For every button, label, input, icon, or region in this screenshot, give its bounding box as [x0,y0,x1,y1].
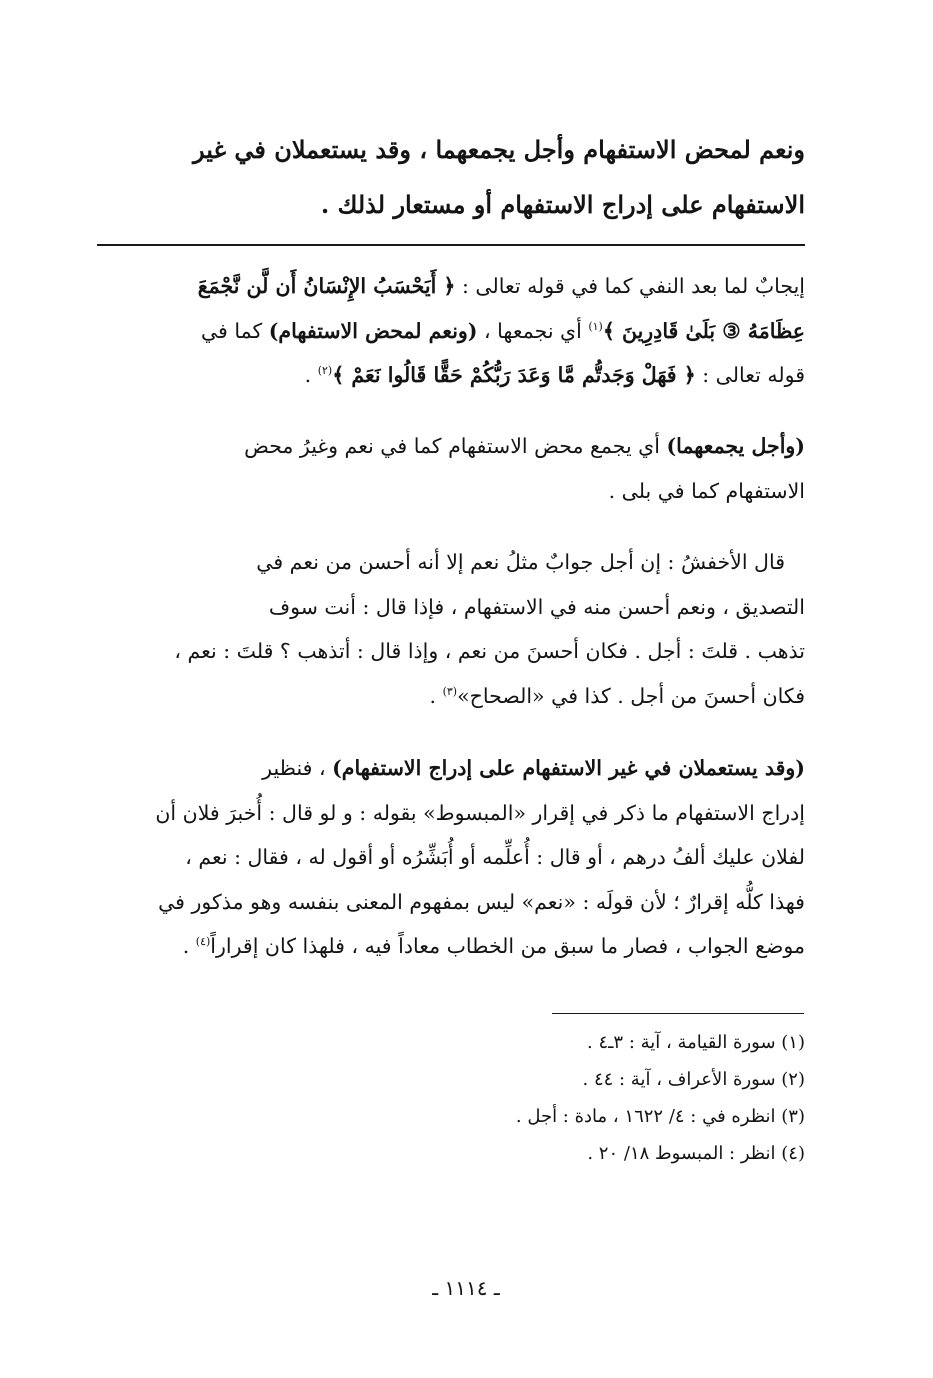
footnote: (٢) سورة الأعراف ، آية : ٤٤ . [582,1069,805,1090]
paragraph-line: تذهب . قلتَ : أجل . فكان أحسنَ من نعم ، وإذا قال : أتذهب ؟ قلتَ : نعم ، [174,639,805,663]
page-number: ـ ١١١٤ ـ [432,1276,500,1300]
text-span: كما في [200,318,269,343]
text-span: ، فنظير [262,756,333,780]
text-span: إيجابٌ لما بعد النفي كما في قوله تعالى : [455,274,805,298]
quran-verse: عِظَامَهُ ③ بَلَىٰ قَادِرِينَ ﴾ [602,318,805,343]
text-span: أي نجمعها ، [477,318,589,343]
footnote: (٤) انظر : المبسوط ١٨/ ٢٠ . [587,1143,805,1164]
text-span: قوله تعالى : [695,363,805,387]
paragraph-line [100,353,805,398]
paragraph-line [100,424,805,469]
text-span: فكان أحسنَ من أجل . كذا في «الصحاح» [457,683,805,708]
text-span: موضع الجواب ، فصار ما سبق من الخطاب معاداً فيه ، فلهذا كان إقراراً [210,934,805,958]
paragraph-line: إدراج الاستفهام ما ذكر في إقرار «المبسوط» بقوله : و لو قال : أُخبرَ فلان أن [155,800,805,825]
text-span: . [182,934,196,958]
paragraph-line [100,924,805,969]
footnote: (١) سورة القيامة ، آية : ٣ـ٤ . [587,1032,805,1053]
paragraph-line [100,309,805,354]
paragraph-line [100,746,805,791]
commentary-paragraph [100,540,805,718]
quran-verse: ﴿ فَهَلْ وَجَدتُّم مَّا وَعَدَ رَبُّكُمْ حَقًّا قَالُوا نَعَمْ ﴾ [332,363,696,387]
footnote-marker: (٣) [442,684,458,698]
footnotes [300,1024,805,1172]
footnote-marker: (٤) [195,935,211,949]
matn-quote: (وقد يستعملان في غير الاستفهام على إدراج الاستفهام) [332,756,805,780]
matn-quote: (وأجل يجمعهما) [666,434,805,458]
text-span: أي يجمع محض الاستفهام كما في نعم وغيرُ محض [244,434,667,458]
separator-rule [97,244,805,246]
commentary-paragraph [100,424,805,513]
paragraph-line: قال الأخفشُ : إن أجل جوابٌ مثلُ نعم إلا أنه أحسن من نعم في [256,550,785,574]
matn-line: الاستفهام على إدراج الاستفهام أو مستعار لذلك . [320,190,805,219]
matn-quote: (ونعم لمحض الاستفهام) [268,318,478,343]
text-span: . [429,683,443,708]
footnote: (٣) انظره في : ٤/ ١٦٢٢ ، مادة : أجل . [515,1106,805,1127]
commentary-paragraph [100,264,805,398]
paragraph-line: الاستفهام كما في بلى . [608,478,805,503]
paragraph-line [100,674,805,719]
matn-line: ونعم لمحض الاستفهام وأجل يجمعهما ، وقد يستعملان في غير [193,135,805,164]
paragraph-line [100,264,805,309]
text-span: . [304,363,318,387]
paragraph-line: فهذا كلُّه إقرارٌ ؛ لأن قولَه : «نعم» ليس بمفهوم المعنى بنفسه وهو مذكور في [158,889,805,914]
paragraph-line: لفلان عليك ألفُ درهم ، أو قال : أُعلِّمه أو أُبَشِّرُه أو أقول له ، فقال : نعم ، [185,845,805,869]
matn-text [100,122,805,232]
footnote-marker: (٢) [317,364,333,378]
paragraph-line: التصديق ، ونعم أحسن منه في الاستفهام ، فإذا قال : أنت سوف [268,594,805,619]
commentary-paragraph [100,746,805,969]
footnote-marker: (١) [588,319,603,333]
quran-verse: ﴿ أَيَحْسَبُ الإِنْسَانُ أَن لَّن نَّجْمَعَ [197,274,456,298]
footnote-separator [552,1013,804,1014]
